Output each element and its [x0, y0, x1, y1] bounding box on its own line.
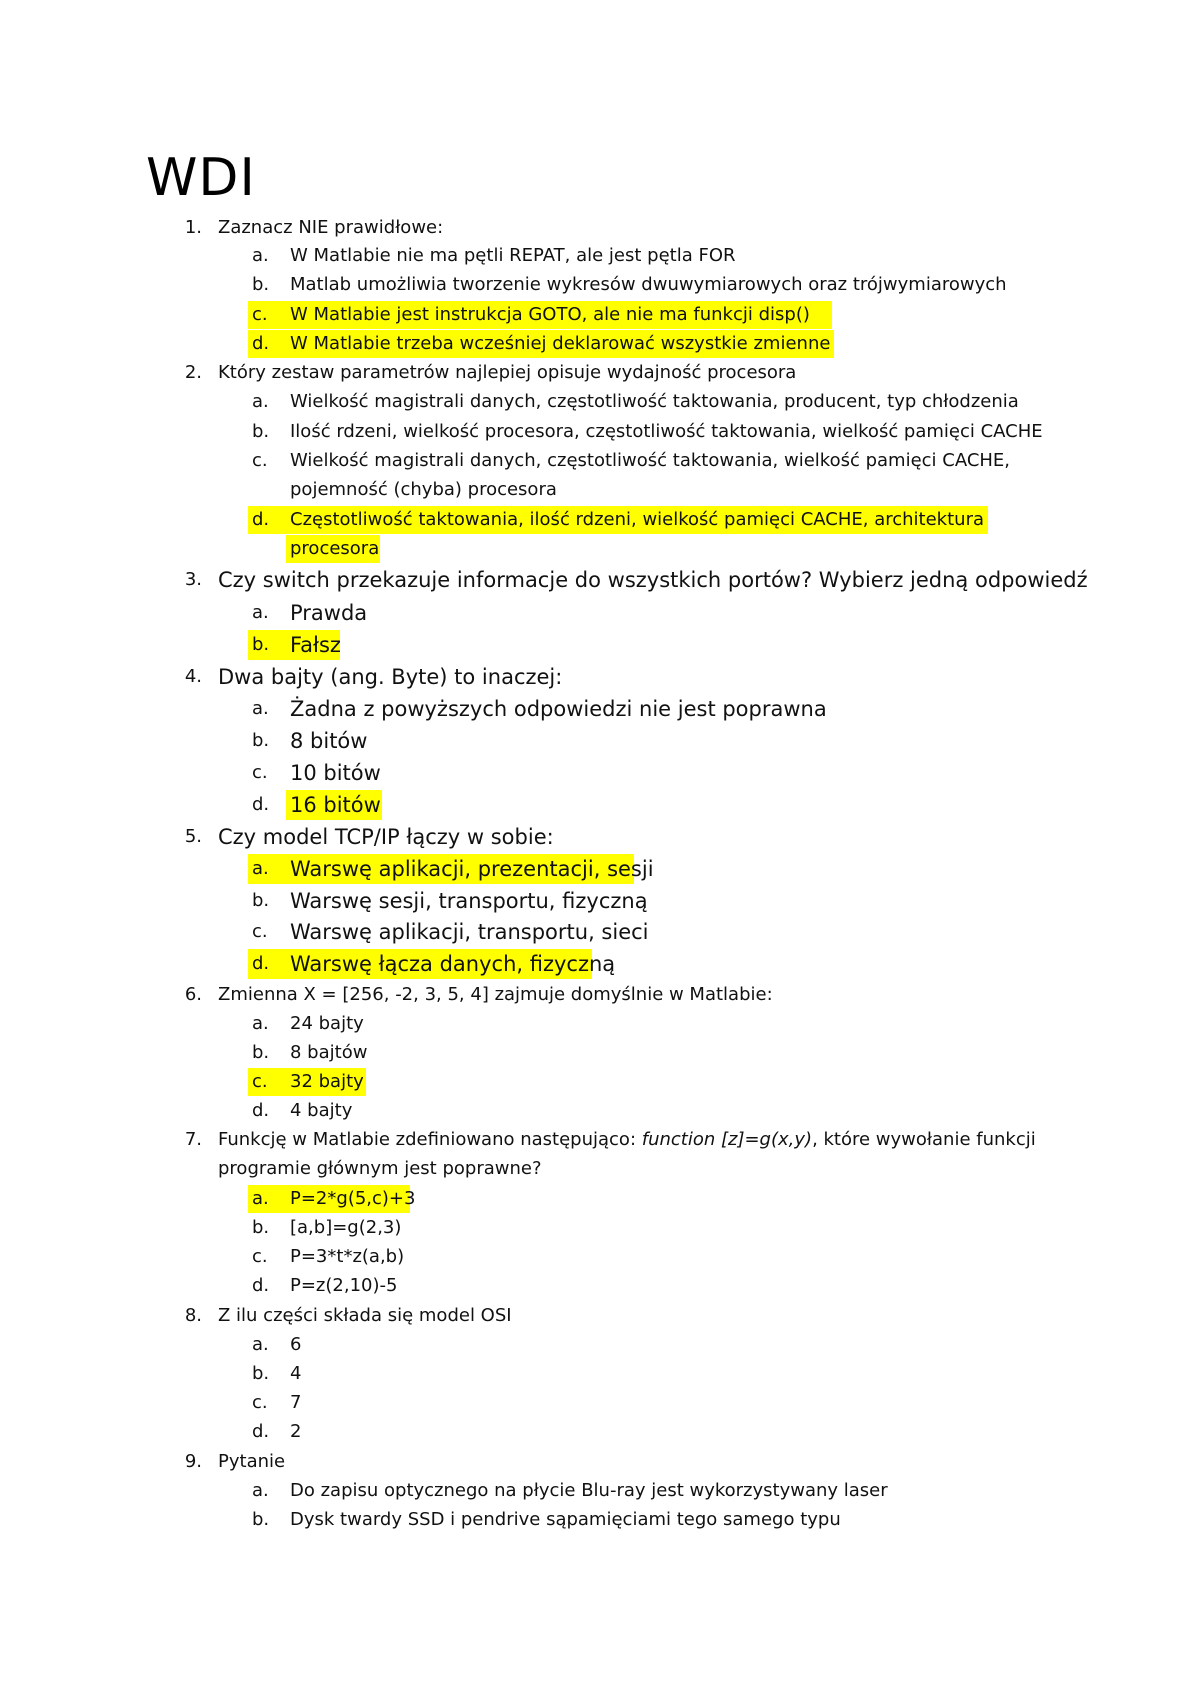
- answer-text: Warswę aplikacji, prezentacji, sesji: [290, 857, 654, 881]
- answer-text: Warswę aplikacji, transportu, sieci: [290, 920, 649, 944]
- question-4: [0, 662, 1200, 692]
- answer-letter: a.: [252, 602, 269, 623]
- answer-letter: b.: [252, 421, 270, 442]
- answer-5b: [0, 886, 1200, 916]
- answer-1d: [0, 330, 1200, 358]
- question-text: Czy model TCP/IP łączy w sobie:: [218, 825, 554, 849]
- answer-2a: [0, 388, 1200, 416]
- question-text: Dwa bajty (ang. Byte) to inaczej:: [218, 665, 563, 689]
- answer-4c: [0, 758, 1200, 788]
- answer-5c: [0, 917, 1200, 947]
- question-text-after: , które wywołanie funkcji: [812, 1129, 1036, 1150]
- question-text: Czy switch przekazuje informacje do wszystkich portów? Wybierz jedną odpowiedź: [218, 568, 1088, 592]
- answer-text: Do zapisu optycznego na płycie Blu-ray jest wykorzystywany laser: [290, 1480, 888, 1501]
- answer-text: 4 bajty: [290, 1100, 353, 1121]
- answer-2d-continuation: [0, 535, 1200, 563]
- answer-8d: [0, 1418, 1200, 1446]
- answer-letter: a.: [252, 1480, 269, 1501]
- question-7: [0, 1126, 1200, 1154]
- answer-text: 32 bajty: [290, 1071, 364, 1092]
- answer-letter: b.: [252, 1509, 270, 1530]
- answer-text: 7: [290, 1392, 302, 1413]
- answer-letter: b.: [252, 1042, 270, 1063]
- answer-1c: [0, 301, 1200, 329]
- answer-7b: [0, 1214, 1200, 1242]
- question-number: 1.: [184, 217, 202, 238]
- answer-letter: c.: [252, 762, 268, 783]
- answer-text: 24 bajty: [290, 1013, 364, 1034]
- answer-letter: d.: [252, 1275, 270, 1296]
- answer-7c: [0, 1243, 1200, 1271]
- answer-text: Dysk twardy SSD i pendrive sąpamięciami tego samego typu: [290, 1509, 841, 1530]
- answer-2d: [0, 506, 1200, 534]
- answer-3b: [0, 630, 1200, 660]
- answer-letter: b.: [252, 634, 270, 655]
- question-1: [0, 214, 1200, 242]
- answer-letter: a.: [252, 391, 269, 412]
- answer-letter: c.: [252, 1071, 268, 1092]
- answer-text: W Matlabie nie ma pętli REPAT, ale jest pętla FOR: [290, 245, 736, 266]
- answer-5d: [0, 949, 1200, 979]
- question-number: 7.: [184, 1129, 202, 1150]
- answer-letter: b.: [252, 730, 270, 751]
- answer-7d: [0, 1272, 1200, 1300]
- answer-text: 16 bitów: [290, 793, 381, 817]
- answer-letter: a.: [252, 1334, 269, 1355]
- answer-letter: a.: [252, 698, 269, 719]
- answer-text: Żadna z powyższych odpowiedzi nie jest poprawna: [290, 697, 827, 721]
- answer-text: 8 bitów: [290, 729, 368, 753]
- answer-8c: [0, 1389, 1200, 1417]
- answer-3a: [0, 598, 1200, 628]
- answer-4d: [0, 790, 1200, 820]
- answer-letter: b.: [252, 274, 270, 295]
- answer-text: Wielkość magistrali danych, częstotliwość taktowania, producent, typ chłodzenia: [290, 391, 1019, 412]
- answer-8b: [0, 1360, 1200, 1388]
- answer-text: 8 bajtów: [290, 1042, 368, 1063]
- answer-letter: d.: [252, 794, 270, 815]
- question-text: Z ilu części składa się model OSI: [218, 1305, 512, 1326]
- answer-letter: c.: [252, 1246, 268, 1267]
- answer-text: P=z(2,10)-5: [290, 1275, 398, 1296]
- answer-9a: [0, 1477, 1200, 1505]
- question-number: 9.: [184, 1451, 202, 1472]
- question-text: programie głównym jest poprawne?: [218, 1158, 542, 1179]
- answer-6c: [0, 1068, 1200, 1096]
- answer-text: Prawda: [290, 601, 368, 625]
- question-text: Pytanie: [218, 1451, 286, 1472]
- question-5: [0, 822, 1200, 852]
- answer-text: pojemność (chyba) procesora: [290, 479, 557, 500]
- answer-letter: d.: [252, 1421, 270, 1442]
- question-6: [0, 981, 1200, 1009]
- answer-text: Wielkość magistrali danych, częstotliwość taktowania, wielkość pamięci CACHE,: [290, 450, 1011, 471]
- answer-letter: b.: [252, 1363, 270, 1384]
- answer-letter: c.: [252, 921, 268, 942]
- answer-text: procesora: [290, 538, 380, 559]
- question-number: 4.: [184, 666, 202, 687]
- answer-1b: [0, 271, 1200, 299]
- answer-text: Warswę łącza danych, fizyczną: [290, 952, 616, 976]
- answer-letter: b.: [252, 890, 270, 911]
- question-number: 5.: [184, 826, 202, 847]
- answer-text: Fałsz: [290, 633, 341, 657]
- answer-text: P=3*t*z(a,b): [290, 1246, 405, 1267]
- answer-letter: c.: [252, 1392, 268, 1413]
- question-text: Zaznacz NIE prawidłowe:: [218, 217, 444, 238]
- answer-9b: [0, 1506, 1200, 1534]
- answer-letter: b.: [252, 1217, 270, 1238]
- answer-text: Częstotliwość taktowania, ilość rdzeni, wielkość pamięci CACHE, architektura: [290, 509, 984, 530]
- question-9: [0, 1448, 1200, 1476]
- answer-letter: a.: [252, 245, 269, 266]
- answer-text: W Matlabie trzeba wcześniej deklarować wszystkie zmienne: [290, 333, 831, 354]
- answer-text: 6: [290, 1334, 302, 1355]
- answer-text: 2: [290, 1421, 302, 1442]
- answer-6b: [0, 1039, 1200, 1067]
- question-text: Zmienna X = [256, -2, 3, 5, 4] zajmuje domyślnie w Matlabie:: [218, 984, 773, 1005]
- question-7-continuation: [0, 1155, 1200, 1183]
- answer-text: W Matlabie jest instrukcja GOTO, ale nie ma funkcji disp(): [290, 304, 810, 325]
- answer-5a: [0, 854, 1200, 884]
- question-text: [218, 1126, 1036, 1154]
- answer-letter: d.: [252, 1100, 270, 1121]
- question-8: [0, 1302, 1200, 1330]
- question-number: 8.: [184, 1305, 202, 1326]
- answer-2c-continuation: [0, 476, 1200, 504]
- answer-letter: c.: [252, 450, 268, 471]
- answer-text: 10 bitów: [290, 761, 381, 785]
- answer-letter: d.: [252, 333, 270, 354]
- answer-2b: [0, 418, 1200, 446]
- answer-text: Ilość rdzeni, wielkość procesora, częstotliwość taktowania, wielkość pamięci CACHE: [290, 421, 1043, 442]
- answer-letter: c.: [252, 304, 268, 325]
- answer-1a: [0, 242, 1200, 270]
- question-number: 6.: [184, 984, 202, 1005]
- question-3: [0, 565, 1200, 595]
- answer-text: P=2*g(5,c)+3: [290, 1188, 416, 1209]
- answer-letter: a.: [252, 858, 269, 879]
- answer-text: Matlab umożliwia tworzenie wykresów dwuwymiarowych oraz trójwymiarowych: [290, 274, 1007, 295]
- answer-text: 4: [290, 1363, 302, 1384]
- answer-6a: [0, 1010, 1200, 1038]
- answer-2c: [0, 447, 1200, 475]
- question-text-italic: function [z]=g(x,y): [641, 1129, 813, 1150]
- question-text-before: Funkcję w Matlabie zdefiniowano następująco:: [218, 1129, 642, 1150]
- question-number: 2.: [184, 362, 202, 383]
- question-2: [0, 359, 1200, 387]
- page-title: WDI: [146, 148, 256, 208]
- answer-text: Warswę sesji, transportu, fizyczną: [290, 889, 648, 913]
- answer-letter: a.: [252, 1013, 269, 1034]
- answer-text: [a,b]=g(2,3): [290, 1217, 402, 1238]
- answer-letter: d.: [252, 509, 270, 530]
- answer-8a: [0, 1331, 1200, 1359]
- answer-4a: [0, 694, 1200, 724]
- answer-6d: [0, 1097, 1200, 1125]
- answer-7a: [0, 1185, 1200, 1213]
- question-number: 3.: [184, 569, 202, 590]
- answer-4b: [0, 726, 1200, 756]
- question-text: Który zestaw parametrów najlepiej opisuje wydajność procesora: [218, 362, 797, 383]
- answer-letter: d.: [252, 953, 270, 974]
- answer-letter: a.: [252, 1188, 269, 1209]
